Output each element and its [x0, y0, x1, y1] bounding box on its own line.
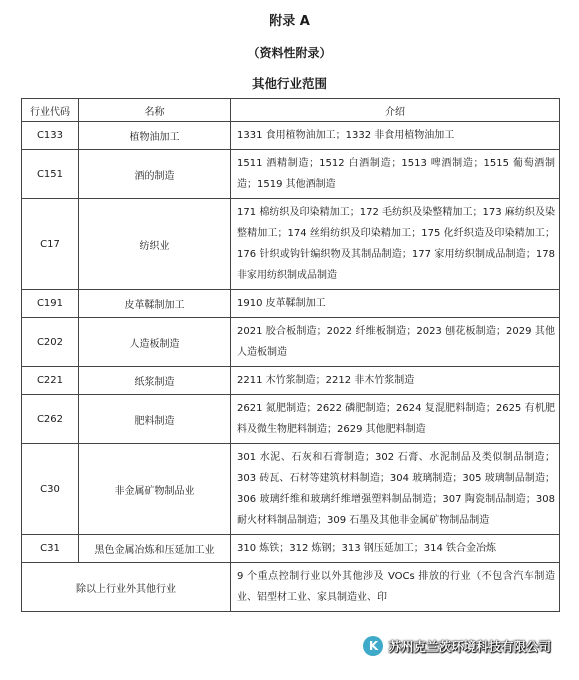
- industry-name: 皮革鞣制加工: [79, 290, 231, 318]
- industry-name: 非金属矿物制品业: [79, 444, 231, 535]
- industry-code: C262: [22, 395, 79, 444]
- company-logo-icon: K: [363, 636, 383, 656]
- industry-name: 黑色金属冶炼和压延加工业: [79, 535, 231, 563]
- industry-desc: 2211 木竹浆制造；2212 非木竹浆制造: [231, 367, 560, 395]
- table-row-other: [22, 563, 560, 612]
- table-title: 其他行业范围: [251, 76, 327, 91]
- industry-desc: 301 水泥、石灰和石膏制造；302 石膏、水泥制品及类似制品制造；303 砖瓦、石材等建筑材料制造；304 玻璃制造；305 玻璃制品制造；306 玻璃纤维和玻璃纤维增强塑料制品制造；307 陶瓷制品制造；308 耐火材料制品制造；309 石墨及其他非金属矿物制品制造: [231, 444, 560, 535]
- table-row: [22, 150, 560, 199]
- industry-name: 纸浆制造: [79, 367, 231, 395]
- table-row: [22, 444, 560, 535]
- industry-desc: 2621 氮肥制造；2622 磷肥制造；2624 复混肥料制造；2625 有机肥料及微生物肥料制造；2629 其他肥料制造: [231, 395, 560, 444]
- industry-name: 酒的制造: [79, 150, 231, 199]
- industry-name: 植物油加工: [79, 122, 231, 150]
- header-desc: 介绍: [231, 99, 560, 122]
- industry-name: 人造板制造: [79, 318, 231, 367]
- watermark: [363, 636, 551, 656]
- industry-desc: 1331 食用植物油加工；1332 非食用植物油加工: [231, 122, 560, 150]
- table-row: [22, 122, 560, 150]
- other-industries-name: 除以上行业外其他行业: [22, 563, 231, 612]
- other-industries-desc: 9 个重点控制行业以外其他涉及 VOCs 排放的行业（不包含汽车制造业、铝型材工业、家具制造业、印: [231, 563, 560, 612]
- appendix-subtitle: （资料性附录）: [247, 46, 332, 60]
- industry-code: C202: [22, 318, 79, 367]
- table-row: [22, 367, 560, 395]
- industry-code: C31: [22, 535, 79, 563]
- industry-code: C17: [22, 199, 79, 290]
- appendix-title: 附录 A: [269, 14, 310, 29]
- industry-code: C30: [22, 444, 79, 535]
- industry-code: C151: [22, 150, 79, 199]
- industry-desc: 2021 胶合板制造；2022 纤维板制造；2023 刨花板制造；2029 其他人造板制造: [231, 318, 560, 367]
- industry-code: C191: [22, 290, 79, 318]
- header-name: 名称: [79, 99, 231, 122]
- table-row: [22, 318, 560, 367]
- industry-desc: 171 棉纺织及印染精加工；172 毛纺织及染整精加工；173 麻纺织及染整精加工；174 丝绢纺织及印染精加工；175 化纤织造及印染精加工；176 针织或钩针编织物及其制品制造；177 家用纺织制成品制造；178 非家用纺织制成品制造: [231, 199, 560, 290]
- watermark-text: 苏州克兰茨环境科技有限公司: [388, 639, 551, 654]
- industry-code: C221: [22, 367, 79, 395]
- industry-desc: 1910 皮革鞣制加工: [231, 290, 560, 318]
- table-row: [22, 395, 560, 444]
- industry-code: C133: [22, 122, 79, 150]
- table-row: [22, 535, 560, 563]
- industry-name: 肥料制造: [79, 395, 231, 444]
- table-row: [22, 290, 560, 318]
- header-code: 行业代码: [22, 99, 79, 122]
- industry-desc: 1511 酒精制造；1512 白酒制造；1513 啤酒制造；1515 葡萄酒制造；1519 其他酒制造: [231, 150, 560, 199]
- table-header-row: [22, 99, 560, 122]
- industry-scope-table: [21, 98, 560, 612]
- industry-name: 纺织业: [79, 199, 231, 290]
- table-row: [22, 199, 560, 290]
- industry-desc: 310 炼铁；312 炼钢；313 钢压延加工；314 铁合金冶炼: [231, 535, 560, 563]
